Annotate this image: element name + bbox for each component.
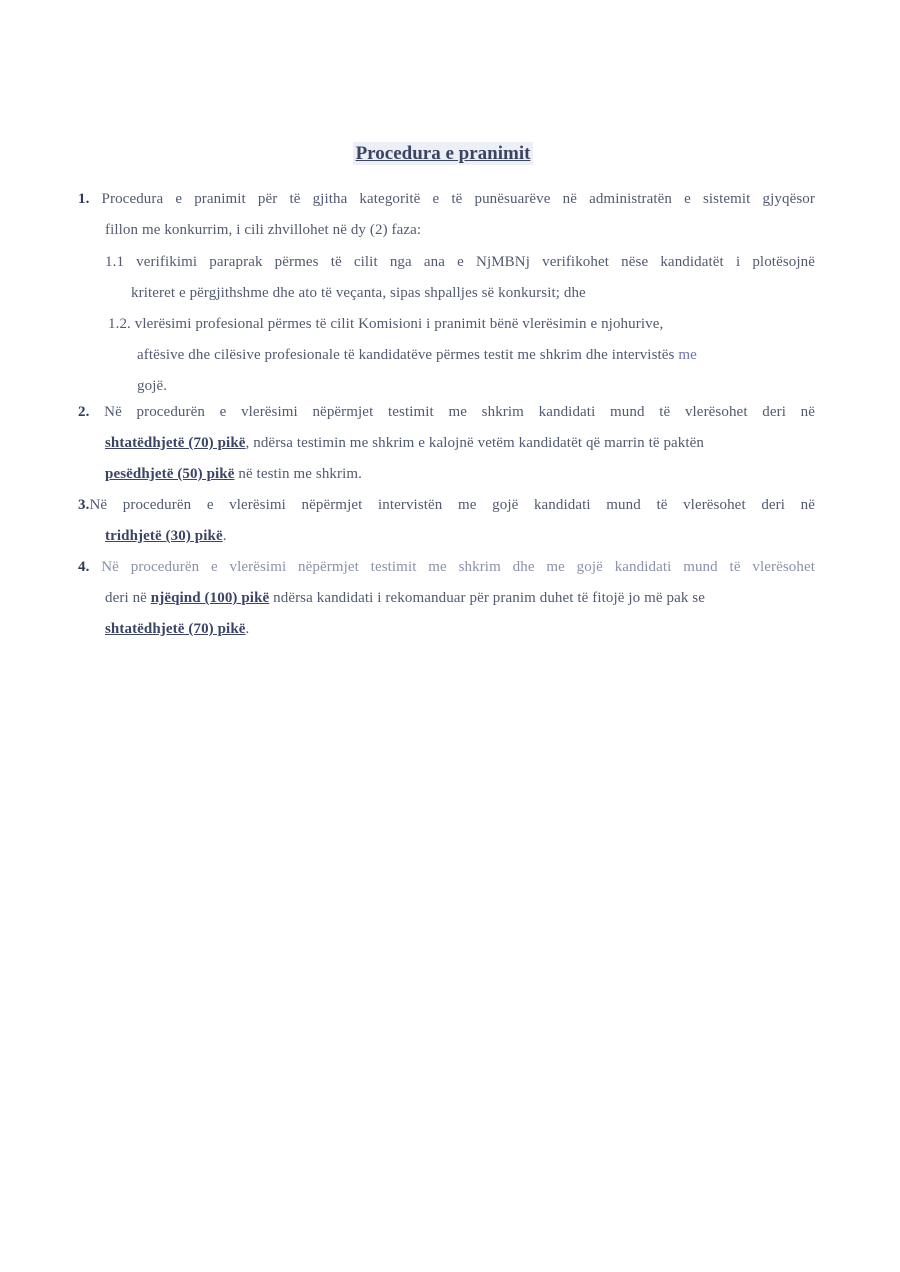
item-1-1-line-2: kriteret e përgjithshme dhe ato të veçanta, sipas shpalljes së konkursit; dhe <box>131 285 586 301</box>
item-2-line-1: 2. Në procedurën e vlerësimi nëpërmjet testimit me shkrim kandidati mund të vlerësohet deri në <box>78 404 816 420</box>
item-number: 3. <box>78 497 90 513</box>
item-4-line-3: shtatëdhjetë (70) pikë. <box>105 621 250 637</box>
item-number: 1. <box>78 191 90 207</box>
item-3-line-1: 3.Në procedurën e vlerësimi nëpërmjet intervistën me gojë kandidati mund të vlerësohet deri në <box>78 497 815 513</box>
item-1-2-line-1: 1.2. vlerësimi profesional përmes të cilit Komisioni i pranimit bënë vlerësimin e njohurive, <box>108 316 664 332</box>
item-2-line-2: shtatëdhjetë (70) pikë, ndërsa testimin me shkrim e kalojnë vetëm kandidatët që marrin të paktën <box>105 435 705 451</box>
item-1-1-line-1: 1.1 verifikimi paraprak përmes të cilit nga ana e NjMBNj verifikohet nëse kandidatët i plotësojnë <box>105 254 815 270</box>
item-1-2-line-2: aftësive dhe cilësive profesionale të kandidatëve përmes testit me shkrim dhe intervistës me <box>137 347 697 363</box>
item-number: 4. <box>78 559 90 575</box>
item-1-2-line-3: gojë. <box>137 378 168 394</box>
item-3-line-2: tridhjetë (30) pikë. <box>105 528 227 544</box>
item-1-line-1: 1. Procedura e pranimit për të gjitha kategoritë e të punësuarëve në administratën e sistemit gjyqësor <box>78 191 815 207</box>
item-1-line-2: fillon me konkurrim, i cili zhvillohet në dy (2) faza: <box>105 222 422 238</box>
points-highlight: shtatëdhjetë (70) pikë <box>105 435 246 451</box>
points-highlight: pesëdhjetë (50) pikë <box>105 466 235 482</box>
points-highlight: njëqind (100) pikë <box>150 590 270 606</box>
points-highlight: shtatëdhjetë (70) pikë <box>105 621 246 637</box>
document-title: Procedura e pranimit <box>0 143 886 165</box>
item-4-line-2: deri në njëqind (100) pikë ndërsa kandidati i rekomanduar për pranim duhet të fitojë jo më pak se <box>105 590 705 606</box>
item-4-line-1: 4. Në procedurën e vlerësimi nëpërmjet testimit me shkrim dhe me gojë kandidati mund të vlerësohet <box>78 559 815 575</box>
item-2-line-3: pesëdhjetë (50) pikë në testin me shkrim. <box>105 466 362 482</box>
item-number: 2. <box>78 404 90 420</box>
points-highlight: tridhjetë (30) pikë <box>105 528 223 544</box>
